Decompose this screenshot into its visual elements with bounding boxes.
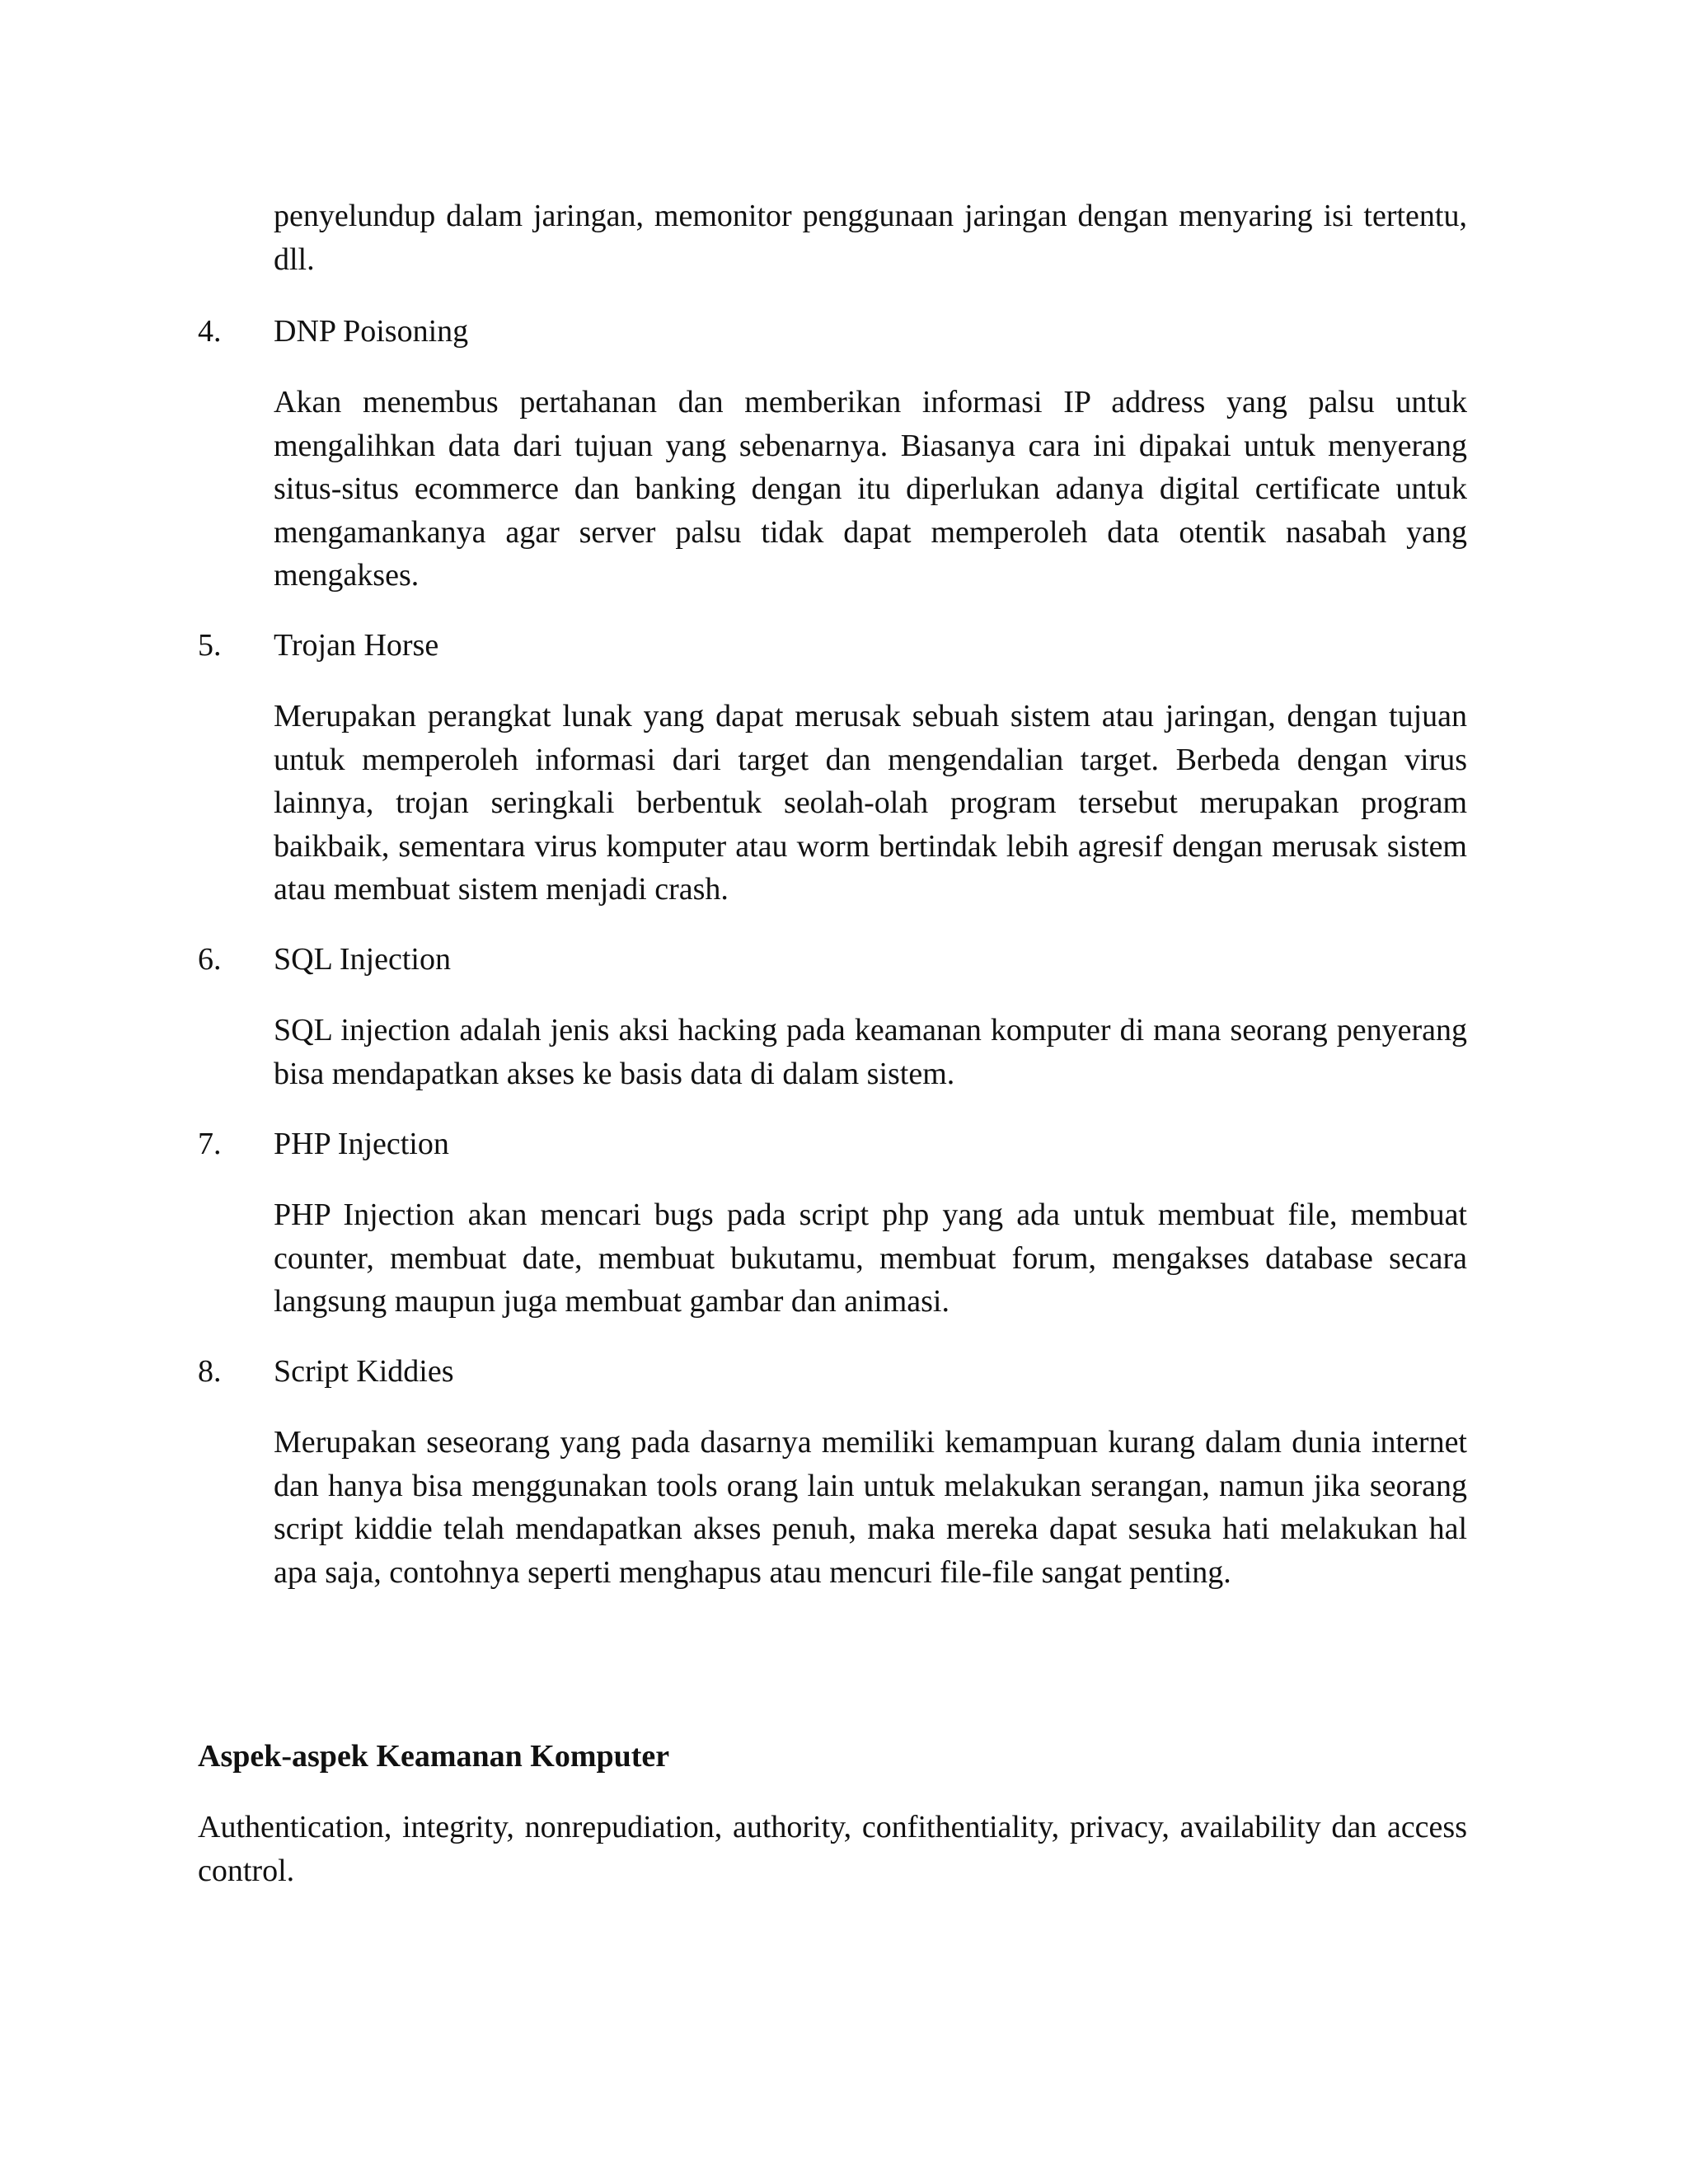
list-item-number: 4.	[198, 314, 222, 349]
list-item-body: Merupakan perangkat lunak yang dapat merusak sebuah sistem atau jaringan, dengan tujuan untuk memperoleh informasi dari target dan mengendalian target. Berbeda dengan virus lainnya, trojan seringkali berbentuk seolah-olah program tersebut merupakan program baikbaik, sementara virus komputer atau worm bertindak lebih agresif dengan merusak sistem atau membuat sistem menjadi crash.	[274, 699, 1467, 907]
list-item-body: SQL injection adalah jenis aksi hacking pada keamanan komputer di mana seorang penyerang bisa mendapatkan akses ke basis data di dalam sistem.	[274, 1013, 1467, 1091]
continuation-paragraph: penyelundup dalam jaringan, memonitor penggunaan jaringan dengan menyaring isi tertentu, dll.	[274, 199, 1467, 277]
list-item-number: 5.	[198, 628, 222, 663]
list-item-title: PHP Injection	[274, 1127, 449, 1161]
list-item-title: DNP Poisoning	[274, 314, 469, 349]
list-item-body: Akan menembus pertahanan dan memberikan informasi IP address yang palsu untuk mengalihkan data dari tujuan yang sebenarnya. Biasanya cara ini dipakai untuk menyerang situs-situs ecommerce dan banking dengan itu diperlukan adanya digital certificate untuk mengamankanya agar server palsu tidak dapat memperoleh data otentik nasabah yang mengakses.	[274, 385, 1467, 593]
list-item-number: 7.	[198, 1127, 222, 1161]
list-item-title: Script Kiddies	[274, 1354, 454, 1389]
list-item-title: Trojan Horse	[274, 628, 439, 663]
list-item-body: PHP Injection akan mencari bugs pada script php yang ada untuk membuat file, membuat counter, membuat date, membuat bukutamu, membuat forum, mengakses database secara langsung maupun juga membuat gambar dan animasi.	[274, 1197, 1467, 1319]
list-item-body: Merupakan seseorang yang pada dasarnya memiliki kemampuan kurang dalam dunia internet dan hanya bisa menggunakan tools orang lain untuk melakukan serangan, namun jika seorang script kiddie telah mendapatkan akses penuh, maka mereka dapat sesuka hati melakukan hal apa saja, contohnya seperti menghapus atau mencuri file-file sangat penting.	[274, 1425, 1467, 1590]
section-paragraph: Authentication, integrity, nonrepudiation, authority, confithentiality, privacy, availability dan access control.	[198, 1810, 1467, 1888]
list-item-number: 6.	[198, 942, 222, 977]
list-item-number: 8.	[198, 1354, 222, 1389]
section-heading: Aspek-aspek Keamanan Komputer	[198, 1739, 670, 1774]
list-item-title: SQL Injection	[274, 942, 451, 977]
